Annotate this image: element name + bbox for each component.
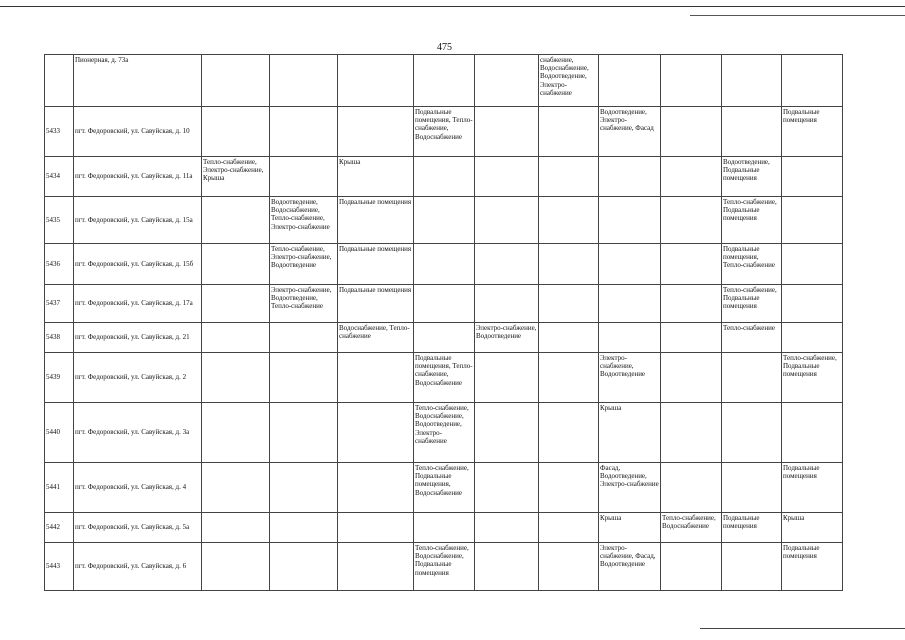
work-cell bbox=[202, 107, 270, 157]
work-cell bbox=[475, 55, 539, 107]
work-cell bbox=[475, 403, 539, 463]
work-cell bbox=[338, 107, 414, 157]
work-cell bbox=[475, 107, 539, 157]
work-cell bbox=[414, 513, 475, 543]
work-cell bbox=[782, 323, 843, 353]
work-cell bbox=[270, 403, 338, 463]
work-cell bbox=[270, 55, 338, 107]
work-cell bbox=[338, 513, 414, 543]
work-cell bbox=[202, 463, 270, 513]
work-cell bbox=[475, 543, 539, 591]
work-cell: Тепло-снабжение, Электро-снабжение, Крыша bbox=[202, 157, 270, 197]
work-cell bbox=[661, 463, 722, 513]
work-cell bbox=[338, 403, 414, 463]
work-cell bbox=[599, 285, 661, 323]
table-row bbox=[45, 323, 843, 353]
work-cell bbox=[782, 157, 843, 197]
work-cell bbox=[539, 157, 599, 197]
work-cell bbox=[202, 55, 270, 107]
work-cell bbox=[722, 543, 782, 591]
work-cell bbox=[414, 285, 475, 323]
row-number: 5437 bbox=[45, 285, 74, 323]
work-cell bbox=[661, 55, 722, 107]
work-cell bbox=[599, 157, 661, 197]
work-cell bbox=[414, 197, 475, 244]
row-number: 5434 bbox=[45, 157, 74, 197]
row-number: 5436 bbox=[45, 244, 74, 285]
work-cell: Крыша bbox=[599, 513, 661, 543]
row-number: 5438 bbox=[45, 323, 74, 353]
work-cell bbox=[202, 197, 270, 244]
work-cell bbox=[475, 244, 539, 285]
work-cell bbox=[270, 323, 338, 353]
row-number: 5433 bbox=[45, 107, 74, 157]
work-cell bbox=[782, 55, 843, 107]
table-row bbox=[45, 244, 843, 285]
row-number: 5439 bbox=[45, 353, 74, 403]
work-cell: Тепло-снабжение, Водоснабжение, Подвальные помещения bbox=[414, 543, 475, 591]
work-cell: Подвальные помещения, Тепло-снабжение, Водоснабжение bbox=[414, 107, 475, 157]
work-cell bbox=[722, 55, 782, 107]
work-cell bbox=[338, 353, 414, 403]
row-number bbox=[45, 55, 74, 107]
work-cell bbox=[539, 285, 599, 323]
top-rule bbox=[0, 6, 905, 7]
work-cell bbox=[202, 543, 270, 591]
work-cell bbox=[599, 323, 661, 353]
work-cell bbox=[722, 403, 782, 463]
work-cell bbox=[661, 323, 722, 353]
work-cell bbox=[661, 157, 722, 197]
work-cell bbox=[414, 244, 475, 285]
work-cell bbox=[475, 513, 539, 543]
row-address: пгт. Федоровский, ул. Савуйская, д. 5а bbox=[74, 513, 202, 543]
work-cell bbox=[270, 513, 338, 543]
work-cell bbox=[270, 353, 338, 403]
work-cell: Подвальные помещения bbox=[722, 513, 782, 543]
work-cell bbox=[661, 543, 722, 591]
work-cell: Тепло-снабжение, Электро-снабжение, Водоотведение bbox=[270, 244, 338, 285]
work-cell: Фасад, Водоотведение, Электро-снабжение bbox=[599, 463, 661, 513]
work-cell bbox=[599, 55, 661, 107]
work-cell: Подвальные помещения bbox=[782, 107, 843, 157]
work-cell: Подвальные помещения bbox=[338, 285, 414, 323]
row-address: пгт. Федоровский, ул. Савуйская, д. 4 bbox=[74, 463, 202, 513]
table-row bbox=[45, 513, 843, 543]
row-address: пгт. Федоровский, ул. Савуйская, д. 3а bbox=[74, 403, 202, 463]
work-cell bbox=[782, 285, 843, 323]
work-cell bbox=[414, 157, 475, 197]
row-address: пгт. Федоровский, ул. Савуйская, д. 11а bbox=[74, 157, 202, 197]
work-cell: Подвальные помещения, Тепло-снабжение, Водоснабжение bbox=[414, 353, 475, 403]
work-cell: Крыша bbox=[782, 513, 843, 543]
work-cell bbox=[202, 353, 270, 403]
work-cell bbox=[338, 55, 414, 107]
work-cell bbox=[782, 403, 843, 463]
work-cell bbox=[475, 353, 539, 403]
work-cell: Водоотведение, Водоснабжение, Тепло-снабжение, Электро-снабжение bbox=[270, 197, 338, 244]
work-cell bbox=[475, 463, 539, 513]
work-cell: Подвальные помещения bbox=[782, 543, 843, 591]
work-cell: Крыша bbox=[599, 403, 661, 463]
work-cell bbox=[338, 543, 414, 591]
work-cell bbox=[338, 463, 414, 513]
work-cell bbox=[270, 543, 338, 591]
work-cell bbox=[539, 403, 599, 463]
work-cell bbox=[539, 197, 599, 244]
work-cell bbox=[539, 323, 599, 353]
work-cell: Крыша bbox=[338, 157, 414, 197]
work-cell bbox=[599, 244, 661, 285]
work-cell bbox=[539, 107, 599, 157]
table-row bbox=[45, 403, 843, 463]
table-row bbox=[45, 55, 843, 107]
table-row bbox=[45, 107, 843, 157]
work-cell bbox=[661, 197, 722, 244]
table-row bbox=[45, 463, 843, 513]
row-address: пгт. Федоровский, ул. Савуйская, д. 15а bbox=[74, 197, 202, 244]
table-row bbox=[45, 543, 843, 591]
work-cell: Тепло-снабжение, Подвальные помещения, Водоснабжение bbox=[414, 463, 475, 513]
work-cell bbox=[661, 285, 722, 323]
work-cell bbox=[202, 323, 270, 353]
work-cell bbox=[202, 244, 270, 285]
row-address: пгт. Федоровский, ул. Савуйская, д. 17а bbox=[74, 285, 202, 323]
work-cell: Подвальные помещения bbox=[338, 244, 414, 285]
work-cell: Тепло-снабжение, Подвальные помещения bbox=[722, 197, 782, 244]
row-address: Пионерная, д. 73а bbox=[74, 55, 202, 107]
work-cell bbox=[414, 323, 475, 353]
work-cell: Водоотведение, Электро-снабжение, Фасад bbox=[599, 107, 661, 157]
work-cell: Электро-снабжение, Водоотведение bbox=[475, 323, 539, 353]
work-cell: Водоснабжение, Тепло-снабжение bbox=[338, 323, 414, 353]
work-cell bbox=[202, 403, 270, 463]
work-cell bbox=[539, 353, 599, 403]
work-cell bbox=[599, 197, 661, 244]
work-cell bbox=[270, 463, 338, 513]
work-cell: Подвальные помещения bbox=[338, 197, 414, 244]
table-row bbox=[45, 285, 843, 323]
work-cell: Тепло-снабжение, Водоснабжение, Водоотведение, Электро-снабжение bbox=[414, 403, 475, 463]
top-rule-right bbox=[690, 15, 905, 16]
bottom-rule bbox=[700, 628, 905, 629]
table-row bbox=[45, 353, 843, 403]
work-cell bbox=[475, 157, 539, 197]
work-cell: Тепло-снабжение, Водоснабжение bbox=[661, 513, 722, 543]
row-address: пгт. Федоровский, ул. Савуйская, д. 6 bbox=[74, 543, 202, 591]
work-cell bbox=[661, 107, 722, 157]
row-address: пгт. Федоровский, ул. Савуйская, д. 21 bbox=[74, 323, 202, 353]
work-cell bbox=[539, 463, 599, 513]
work-cell bbox=[661, 244, 722, 285]
work-cell: Электро-снабжение, Водоотведение, Тепло-снабжение bbox=[270, 285, 338, 323]
work-cell bbox=[661, 403, 722, 463]
work-cell: Электро-снабжение, Водоотведение bbox=[599, 353, 661, 403]
work-cell bbox=[270, 107, 338, 157]
work-cell bbox=[475, 285, 539, 323]
row-address: пгт. Федоровский, ул. Савуйская, д. 10 bbox=[74, 107, 202, 157]
work-cell bbox=[782, 244, 843, 285]
row-address: пгт. Федоровский, ул. Савуйская, д. 15б bbox=[74, 244, 202, 285]
work-cell bbox=[539, 244, 599, 285]
row-number: 5442 bbox=[45, 513, 74, 543]
work-cell: Подвальные помещения, Тепло-снабжение bbox=[722, 244, 782, 285]
work-cell bbox=[722, 463, 782, 513]
row-number: 5435 bbox=[45, 197, 74, 244]
row-number: 5440 bbox=[45, 403, 74, 463]
work-cell bbox=[270, 157, 338, 197]
row-number: 5443 bbox=[45, 543, 74, 591]
table-row bbox=[45, 197, 843, 244]
work-cell bbox=[722, 353, 782, 403]
work-cell bbox=[722, 107, 782, 157]
work-cell: Подвальные помещения bbox=[782, 463, 843, 513]
work-cell bbox=[202, 285, 270, 323]
work-cell bbox=[539, 513, 599, 543]
work-cell bbox=[782, 197, 843, 244]
work-cell bbox=[475, 197, 539, 244]
work-cell: Водоотведение, Подвальные помещения bbox=[722, 157, 782, 197]
table-row bbox=[45, 157, 843, 197]
work-cell: Тепло-снабжение, Подвальные помещения bbox=[782, 353, 843, 403]
row-address: пгт. Федоровский, ул. Савуйская, д. 2 bbox=[74, 353, 202, 403]
work-cell: Тепло-снабжение, Подвальные помещения bbox=[722, 285, 782, 323]
work-cell bbox=[414, 55, 475, 107]
page-number: 475 bbox=[437, 42, 452, 53]
work-cell: снабжение, Водоснабжение, Водоотведение, Электро-снабжение bbox=[539, 55, 599, 107]
row-number: 5441 bbox=[45, 463, 74, 513]
work-cell bbox=[539, 543, 599, 591]
repair-schedule-table bbox=[44, 54, 843, 591]
work-cell bbox=[661, 353, 722, 403]
work-cell: Электро-снабжение, Фасад, Водоотведение bbox=[599, 543, 661, 591]
work-cell bbox=[202, 513, 270, 543]
work-cell: Тепло-снабжение bbox=[722, 323, 782, 353]
